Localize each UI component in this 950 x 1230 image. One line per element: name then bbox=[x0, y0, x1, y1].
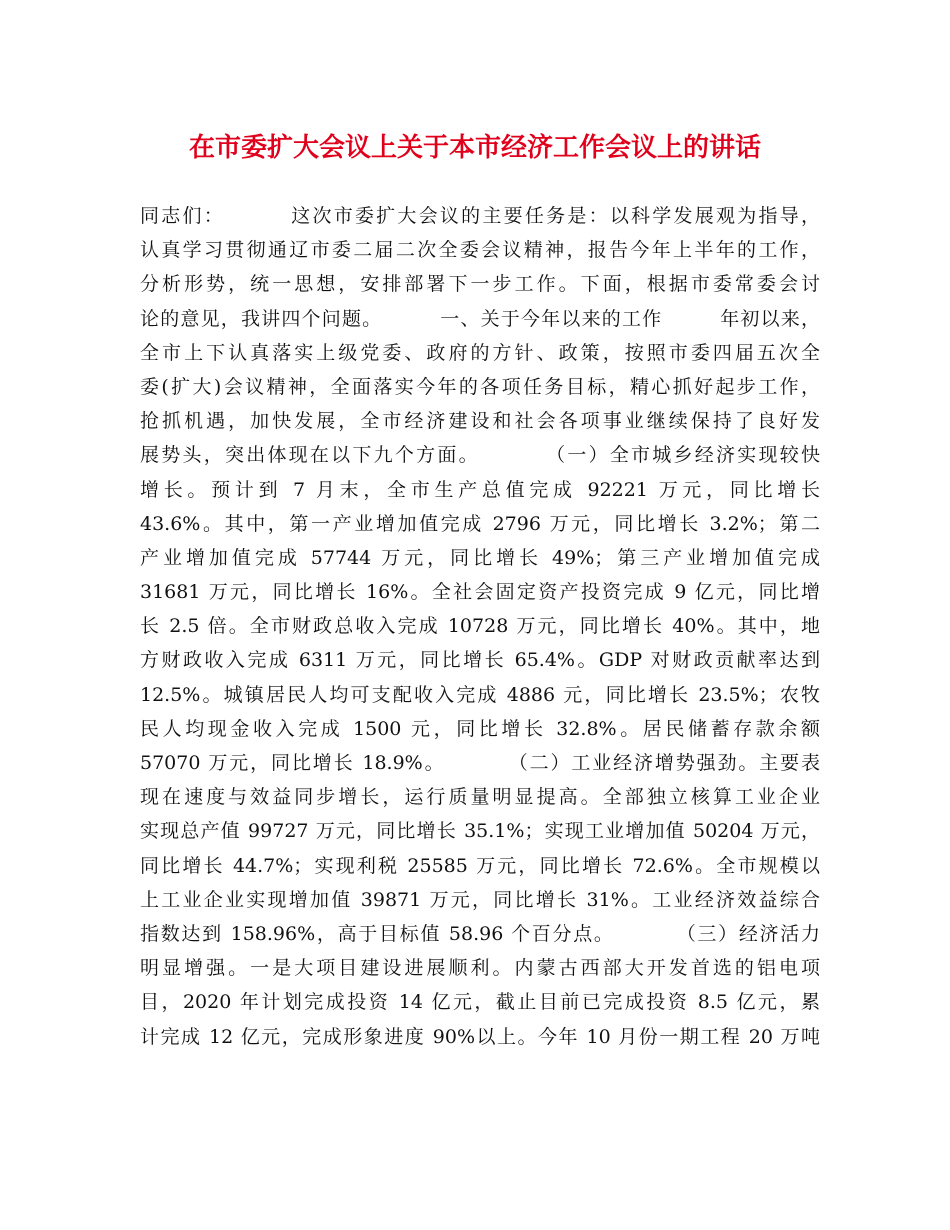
document-title: 在市委扩大会议上关于本市经济工作会议上的讲话 bbox=[188, 133, 761, 163]
body-line: 上工业企业实现增加值 39871 万元，同比增长 31%。工业经济效益综合 bbox=[140, 888, 820, 911]
body-line: 全市上下认真落实上级党委、政府的方针、政策，按照市委四届五次全 bbox=[140, 341, 820, 364]
body-line: 民人均现金收入完成 1500 元，同比增长 32.8%。居民储蓄存款余额 bbox=[140, 717, 820, 740]
body-line: 分析形势，统一思想，安排部署下一步工作。下面，根据市委常委会讨 bbox=[140, 273, 820, 296]
body-line: 抢抓机遇，加快发展，全市经济建设和社会各项事业继续保持了良好发 bbox=[140, 410, 820, 433]
body-line: 31681 万元，同比增长 16%。全社会固定资产投资完成 9 亿元，同比增 bbox=[140, 581, 820, 604]
body-line: 产业增加值完成 57744 万元，同比增长 49%；第三产业增加值完成 bbox=[140, 546, 820, 569]
body-line: 实现总产值 99727 万元，同比增长 35.1%；实现工业增加值 50204 万元， bbox=[140, 820, 820, 843]
body-line: 方财政收入完成 6311 万元，同比增长 65.4%。GDP 对财政贡献率达到 bbox=[140, 649, 820, 672]
body-line: 明显增强。一是大项目建设进展顺利。内蒙古西部大开发首选的铝电项 bbox=[140, 957, 820, 980]
body-line: 增长。预计到 7 月末，全市生产总值完成 92221 万元，同比增长 bbox=[140, 478, 820, 501]
body-line: 12.5%。城镇居民人均可支配收入完成 4886 元，同比增长 23.5%；农牧 bbox=[140, 683, 820, 706]
body-line: 现在速度与效益同步增长，运行质量明显提高。全部独立核算工业企业 bbox=[140, 786, 820, 809]
body-line: 同比增长 44.7%；实现利税 25585 万元，同比增长 72.6%。全市规模以 bbox=[140, 854, 820, 877]
body-line: 展势头，突出体现在以下九个方面。 （一）全市城乡经济实现较快 bbox=[140, 444, 820, 467]
body-line: 指数达到 158.96%，高于目标值 58.96 个百分点。 （三）经济活力 bbox=[140, 922, 820, 945]
body-line: 长 2.5 倍。全市财政总收入完成 10728 万元，同比增长 40%。其中，地 bbox=[140, 615, 820, 638]
document-body bbox=[140, 199, 820, 1054]
body-line: 委(扩大)会议精神，全面落实今年的各项任务目标，精心抓好起步工作， bbox=[140, 375, 820, 398]
body-line: 认真学习贯彻通辽市委二届二次全委会议精神，报告今年上半年的工作， bbox=[140, 239, 820, 262]
body-line: 43.6%。其中，第一产业增加值完成 2796 万元，同比增长 3.2%；第二 bbox=[140, 512, 820, 535]
body-line: 论的意见，我讲四个问题。 一、关于今年以来的工作 年初以来， bbox=[140, 307, 820, 330]
body-line: 计完成 12 亿元，完成形象进度 90%以上。今年 10 月份一期工程 20 万吨 bbox=[140, 1025, 820, 1048]
body-line: 目，2020 年计划完成投资 14 亿元，截止目前已完成投资 8.5 亿元，累 bbox=[140, 991, 820, 1014]
body-line: 57070 万元，同比增长 18.9%。 （二）工业经济增势强劲。主要表 bbox=[140, 752, 820, 774]
body-line: 同志们： 这次市委扩大会议的主要任务是：以科学发展观为指导， bbox=[140, 205, 820, 227]
